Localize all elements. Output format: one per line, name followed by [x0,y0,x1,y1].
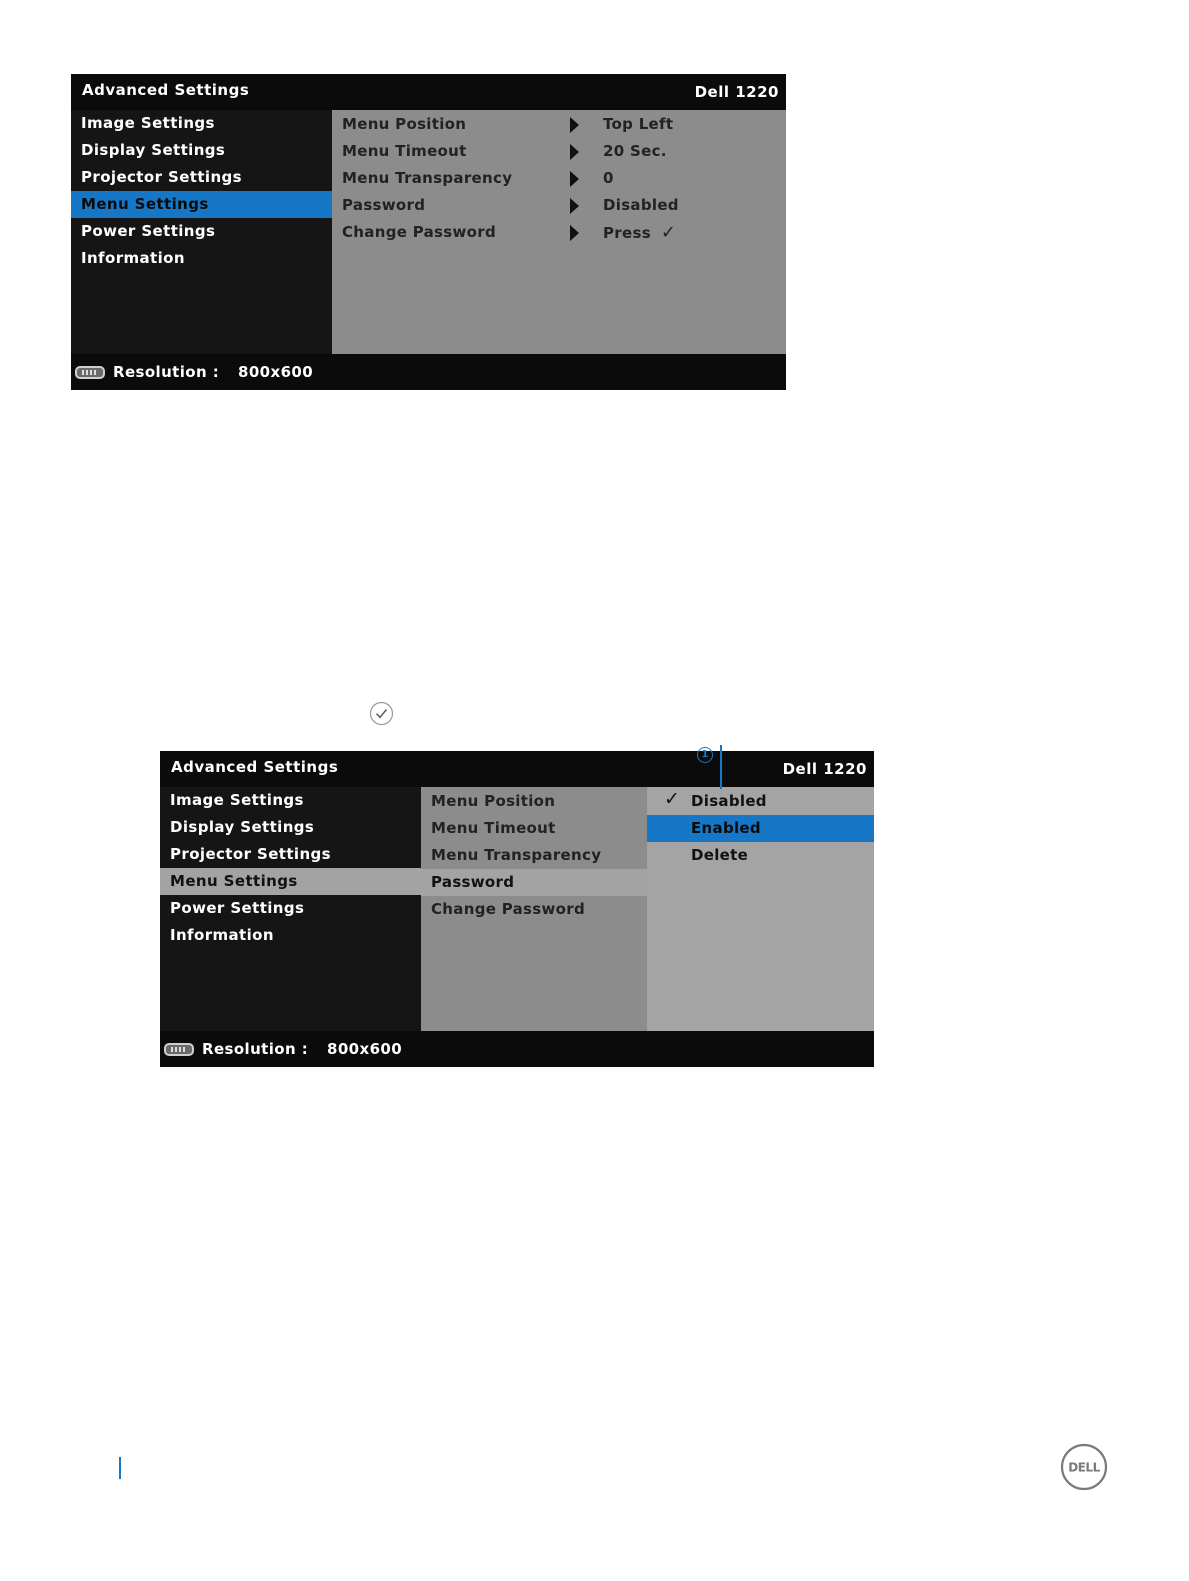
option-label: Disabled [691,792,767,810]
osd-password-options [160,751,874,1067]
press-label: Press [603,224,651,242]
setting-value-menu-transparency: 0 [603,169,614,187]
option-delete[interactable] [647,842,874,869]
osd-title: Advanced Settings [171,758,339,776]
menu-item-image-settings[interactable]: Image Settings [81,114,215,132]
resolution-value: 800x600 [327,1040,403,1058]
setting-label-menu-transparency[interactable]: Menu Transparency [342,169,513,187]
setting-value-change-password [603,219,676,246]
submenu-item-change-password[interactable]: Change Password [431,900,585,918]
menu-item-information[interactable]: Information [81,249,185,267]
page-number-bar [119,1457,121,1479]
setting-value-password: Disabled [603,196,679,214]
menu-item-display-settings[interactable]: Display Settings [81,141,226,159]
submenu-item-menu-position[interactable]: Menu Position [431,792,556,810]
osd-left-menu [71,110,332,354]
osd-footer [160,1031,874,1067]
osd-title: Advanced Settings [82,81,250,99]
setting-value-menu-timeout: 20 Sec. [603,142,667,160]
submenu-item-password[interactable]: Password [421,869,647,896]
osd-model: Dell 1220 [782,760,867,778]
menu-item-projector-settings[interactable]: Projector Settings [81,168,243,186]
submenu-item-menu-transparency[interactable]: Menu Transparency [431,846,602,864]
menu-item-menu-settings[interactable]: Menu Settings [71,191,332,218]
setting-label-menu-position[interactable]: Menu Position [342,115,467,133]
arrow-right-icon [570,144,579,160]
osd-footer [71,354,786,390]
setting-label-change-password[interactable]: Change Password [342,223,496,241]
check-icon: ✓ [660,222,677,243]
option-label: Delete [691,846,749,864]
arrow-right-icon [570,117,579,133]
check-circle-icon [369,701,394,726]
osd-settings-panel [332,110,786,354]
menu-item-power-settings[interactable]: Power Settings [81,222,216,240]
callout-line [720,745,722,789]
option-disabled[interactable] [647,788,874,815]
setting-value-menu-position: Top Left [603,115,674,133]
callout-number: 1 [697,747,713,763]
vga-connector-icon [164,1043,194,1056]
menu-item-power-settings[interactable]: Power Settings [170,899,305,917]
svg-text:DELL: DELL [1068,1460,1100,1475]
submenu-item-menu-timeout[interactable]: Menu Timeout [431,819,556,837]
menu-item-information[interactable]: Information [170,926,274,944]
resolution-value: 800x600 [238,363,314,381]
osd-password-options-panel [647,787,874,1031]
arrow-right-icon [570,198,579,214]
arrow-right-icon [570,225,579,241]
menu-item-menu-settings[interactable]: Menu Settings [160,868,421,895]
vga-connector-icon [75,366,105,379]
menu-item-image-settings[interactable]: Image Settings [170,791,304,809]
osd-model: Dell 1220 [694,83,779,101]
setting-label-password[interactable]: Password [342,196,426,214]
menu-item-display-settings[interactable]: Display Settings [170,818,315,836]
arrow-right-icon [570,171,579,187]
option-label: Enabled [691,819,761,837]
osd-left-menu [160,787,421,1031]
check-icon: ✓ [664,788,681,810]
menu-item-projector-settings[interactable]: Projector Settings [170,845,332,863]
setting-label-menu-timeout[interactable]: Menu Timeout [342,142,467,160]
dell-logo [1060,1443,1108,1491]
osd-advanced-settings-menu-settings [71,74,786,390]
resolution-label: Resolution : [202,1040,309,1058]
osd-submenu [421,787,647,1031]
option-enabled[interactable] [647,815,874,842]
resolution-label: Resolution : [113,363,220,381]
